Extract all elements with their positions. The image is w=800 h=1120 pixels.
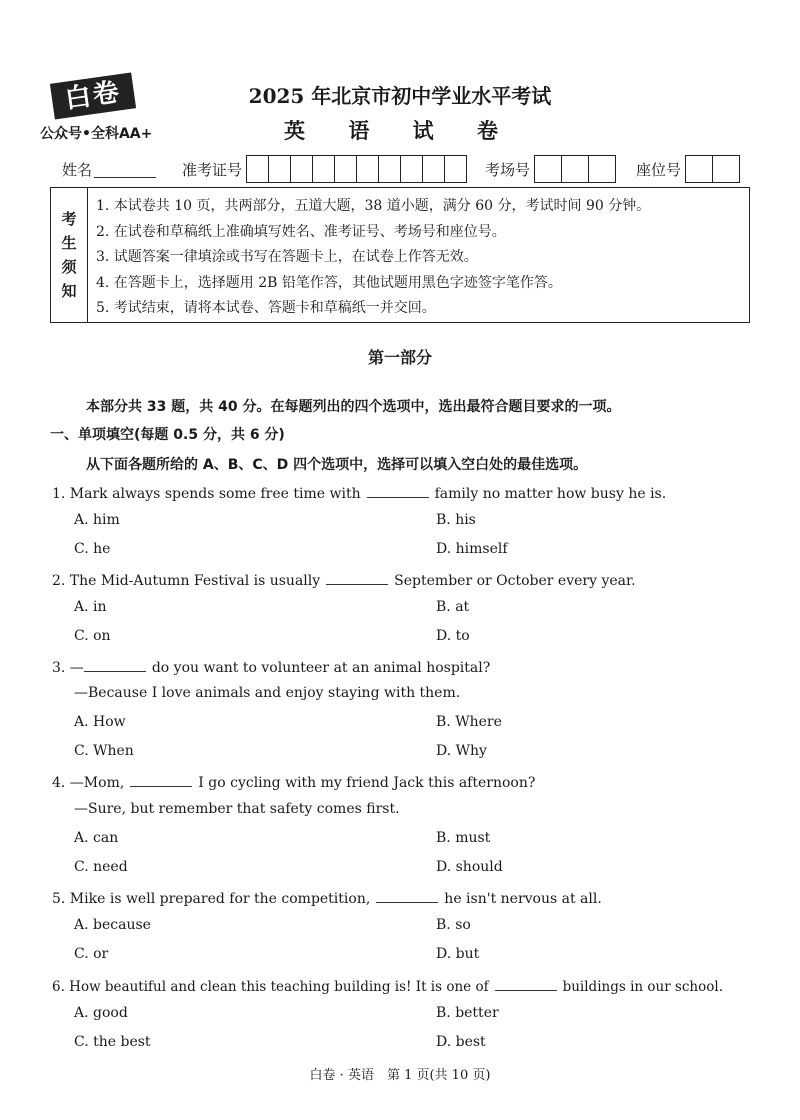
candidate-notice <box>50 187 750 323</box>
option[interactable]: D. but <box>436 946 480 962</box>
option[interactable]: A. good <box>74 1005 128 1021</box>
option[interactable]: B. his <box>436 512 476 528</box>
question-5: 5. Mike is well prepared for the competition, he isn't nervous at all. <box>52 888 602 907</box>
option[interactable]: A. him <box>74 512 120 528</box>
option[interactable]: B. Where <box>436 714 502 730</box>
notice-item: 4. 在答题卡上，选择题用 2B 铅笔作答，其他试题用黑色字迹签字笔作答。 <box>96 274 562 291</box>
option[interactable]: A. because <box>74 917 151 933</box>
name-label: 姓名 <box>62 160 93 179</box>
room-boxes[interactable] <box>534 155 616 183</box>
exam-id-label: 准考证号 <box>182 160 243 179</box>
option[interactable]: B. so <box>436 917 471 933</box>
watermark-badge: 白卷 <box>50 72 136 119</box>
answer-blank[interactable] <box>84 657 146 672</box>
question-reply: —Because I love animals and enjoy staying with them. <box>74 685 461 701</box>
notice-item: 5. 考试结束，请将本试卷、答题卡和草稿纸一并交回。 <box>96 300 436 316</box>
notice-item: 3. 试题答案一律填涂或书写在答题卡上，在试卷上作答无效。 <box>96 249 478 265</box>
option[interactable]: C. or <box>74 946 109 962</box>
question-2: 2. The Mid-Autumn Festival is usually September or October every year. <box>52 570 636 589</box>
notice-item: 2. 在试卷和草稿纸上准确填写姓名、准考证号、考场号和座位号。 <box>96 223 506 240</box>
option[interactable]: D. to <box>436 628 470 644</box>
candidate-info-row <box>62 156 740 182</box>
answer-blank[interactable] <box>326 570 388 585</box>
notice-item: 1. 本试卷共 10 页，共两部分，五道大题，38 道小题，满分 60 分，考试时间 90 分钟。 <box>96 198 651 214</box>
exam-id-boxes[interactable] <box>246 155 467 183</box>
option[interactable]: A. in <box>74 599 107 615</box>
seat-label: 座位号 <box>636 160 682 179</box>
option[interactable]: A. How <box>74 714 126 730</box>
name-field[interactable] <box>94 161 156 178</box>
part-intro: 本部分共 33 题，共 40 分。在每题列出的四个选项中，选出最符合题目要求的一项。 <box>86 399 621 415</box>
notice-list <box>88 188 650 322</box>
option[interactable]: C. on <box>74 628 111 644</box>
option[interactable]: C. the best <box>74 1034 151 1050</box>
seat-boxes[interactable] <box>685 155 740 183</box>
option[interactable]: B. must <box>436 830 491 846</box>
section-instructions: 从下面各题所给的 A、B、C、D 四个选项中，选择可以填入空白处的最佳选项。 <box>86 457 588 473</box>
question-4: 4. —Mom, I go cycling with my friend Jack this afternoon? <box>52 772 535 791</box>
option[interactable]: B. at <box>436 599 470 615</box>
option[interactable]: A. can <box>74 830 119 846</box>
watermark-text: 公众号•全科AA+ <box>40 126 153 142</box>
option[interactable]: C. he <box>74 541 111 557</box>
room-label: 考场号 <box>485 160 531 179</box>
exam-subtitle: 英 语 试 卷 <box>284 118 516 143</box>
notice-label: 考 生 须 知 <box>51 188 88 322</box>
section-title: 一、单项填空(每题 0.5 分，共 6 分) <box>50 427 285 443</box>
answer-blank[interactable] <box>130 772 192 787</box>
option[interactable]: D. himself <box>436 541 508 557</box>
answer-blank[interactable] <box>376 888 438 903</box>
option[interactable]: C. need <box>74 859 128 875</box>
page-footer: 白卷 · 英语 第 1 页(共 10 页) <box>309 1068 491 1083</box>
option[interactable]: D. Why <box>436 743 487 759</box>
question-reply: —Sure, but remember that safety comes first. <box>74 801 400 817</box>
option[interactable]: C. When <box>74 743 134 759</box>
option[interactable]: D. should <box>436 859 503 875</box>
option[interactable]: B. better <box>436 1005 499 1021</box>
answer-blank[interactable] <box>367 483 429 498</box>
answer-blank[interactable] <box>495 976 557 991</box>
option[interactable]: D. best <box>436 1034 486 1050</box>
question-1: 1. Mark always spends some free time with family no matter how busy he is. <box>52 483 666 502</box>
part-title: 第一部分 <box>367 348 432 367</box>
question-3: 3. — do you want to volunteer at an animal hospital? <box>52 657 490 676</box>
exam-title: 2025 年北京市初中学业水平考试 <box>248 84 552 108</box>
question-6: 6. How beautiful and clean this teaching building is! It is one of buildings in our school. <box>52 976 723 995</box>
